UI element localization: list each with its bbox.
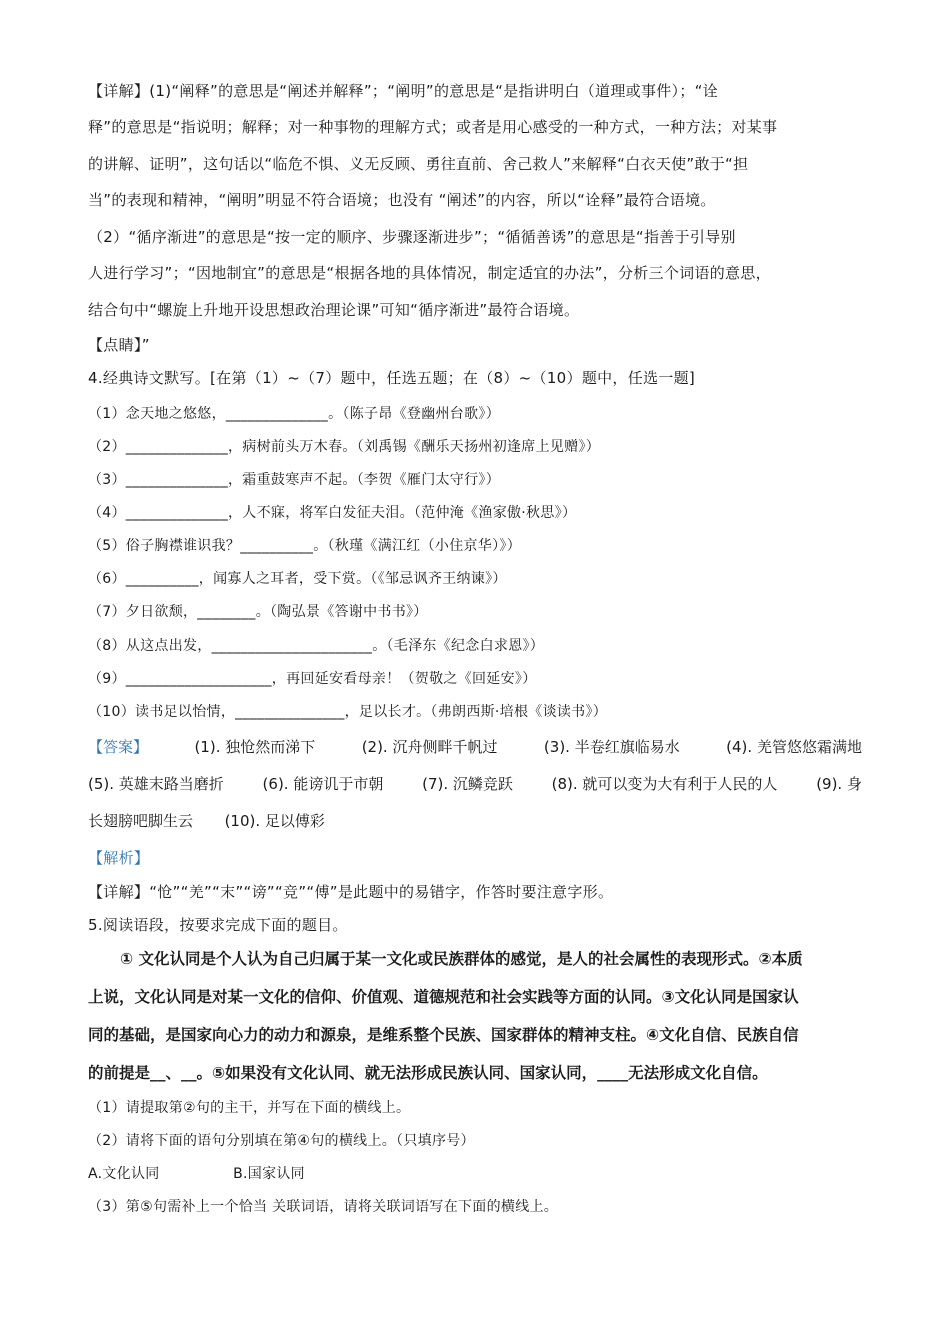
q4-item-10: （10）读书足以怡情，_______________，足以长才。（弗朗西斯·培根《谈读书》） [88,704,608,720]
answer-item: (8). 就可以变为大有利于人民的人 [551,775,778,793]
explanation-line-1: 【详解】(1)“阐释”的意思是“阐述并解释”；“阐明”的意思是“是指讲明白（道理或事件）；“诠 [88,82,719,100]
answer-item: (4). 羌管悠悠霜满地 [726,738,862,756]
explanation-line-2: 释”的意思是“指说明；解释；对一种事物的理解方式；或者是用心感受的一种方式，一种方法；对某事 [88,118,778,136]
explanation-line-6: 人进行学习”；“因地制宜”的意思是“根据各地的具体情况，制定适宜的办法”，分析三个词语的意思， [88,264,771,282]
answer-item: (7). 沉鳞竞跃 [422,775,513,793]
q5-option-a: A.文化认同 [88,1166,160,1182]
q4-item-2: （2）______________，病树前头万木春。（刘禹锡《酬乐天扬州初逢席上见赠》） [88,439,601,455]
q5-options [88,1163,305,1183]
answer-item: 长翅膀吧脚生云 [88,812,194,830]
explanation-line-7: 结合句中“螺旋上升地开设思想政治理论课”可知“循序渐进”最符合语境。 [88,301,580,319]
q5-sub-3: （3）第⑤句需补上一个恰当 关联词语，请将关联词语写在下面的横线上。 [88,1199,559,1215]
answer-item: (2). 沉舟侧畔千帆过 [361,738,498,756]
answer-item: (3). 半卷红旗临易水 [543,738,680,756]
answer-line-3 [88,810,325,831]
q5-passage-line-1: ① 文化认同是个人认为自己归属于某一文化或民族群体的感觉，是人的社会属性的表现形式。②本质 [120,950,803,968]
q5-passage-line-4: 的前提是__、__。⑤如果没有文化认同、就无法形成民族认同、国家认同，____无法形成文化自信。 [88,1064,768,1082]
answer-item: (9). 身 [816,775,862,793]
q5-stem: 5.阅读语段，按要求完成下面的题目。 [88,916,348,934]
explanation-line-5: （2）“循序渐进”的意思是“按一定的顺序、步骤逐渐进步”；“循循善诱”的意思是“指善于引导别 [88,228,736,246]
dianjing-label: 【点睛】” [88,336,150,354]
answer-line-1 [88,736,862,757]
q4-item-9: （9）____________________，再回延安看母亲！（贺敬之《回延安》） [88,671,537,687]
q5-sub-1: （1）请提取第②句的主干，并写在下面的横线上。 [88,1100,411,1116]
q4-item-5: （5）俗子胸襟谁识我？__________。（秋瑾《满江红（小住京华）》） [88,538,522,554]
q4-detail: 【详解】“怆”“羌”“末”“谤”“竞”“傅”是此题中的易错字，作答时要注意字形。 [88,883,614,901]
explanation-line-4: 当”的表现和精神，“阐明”明显不符合语境；也没有 “阐述”的内容，所以“诠释”最符合语境。 [88,191,716,209]
q4-item-3: （3）______________，霜重鼓寒声不起。（李贺《雁门太守行》） [88,472,501,488]
q5-option-b: B.国家认同 [233,1166,305,1182]
answer-item: (10). 足以傅彩 [224,812,325,830]
q4-stem: 4.经典诗文默写。[在第（1）~（7）题中，任选五题；在（8）~（10）题中，任选一题] [88,369,696,387]
q4-item-6: （6）__________，闻寡人之耳者，受下赏。（《邹忌讽齐王纳谏》） [88,571,507,587]
q4-item-7: （7）夕日欲颓，________。（陶弘景《答谢中书书》） [88,604,428,620]
q4-item-8: （8）从这点出发，______________________。（毛泽东《纪念白求恩》） [88,638,545,654]
q5-passage-line-2: 上说，文化认同是对某一文化的信仰、价值观、道德规范和社会实践等方面的认同。③文化认同是国家认 [88,988,799,1006]
q5-passage-line-3: 同的基础，是国家向心力的动力和源泉，是维系整个民族、国家群体的精神支柱。④文化自信、民族自信 [88,1026,799,1044]
answer-item: (6). 能谤讥于市朝 [262,775,384,793]
answer-item: (5). 英雄末路当磨折 [88,775,224,793]
q4-item-1: （1）念天地之悠悠，______________。（陈子昂《登幽州台歌》） [88,406,501,422]
q5-sub-2: （2）请将下面的语句分别填在第④句的横线上。（只填序号） [88,1133,475,1149]
analysis-tag: 【解析】 [88,849,150,867]
answer-line-2 [88,773,862,794]
answer-item: (1). 独怆然而涕下 [194,738,316,756]
explanation-line-3: 的讲解、证明”，这句话以“临危不惧、义无反顾、勇往直前、舍己救人”来解释“白衣天使”敢于“担 [88,155,749,173]
answer-tag: 【答案】 [88,738,149,756]
q4-item-4: （4）______________，人不寐，将军白发征夫泪。（范仲淹《渔家傲·秋思》） [88,505,577,521]
